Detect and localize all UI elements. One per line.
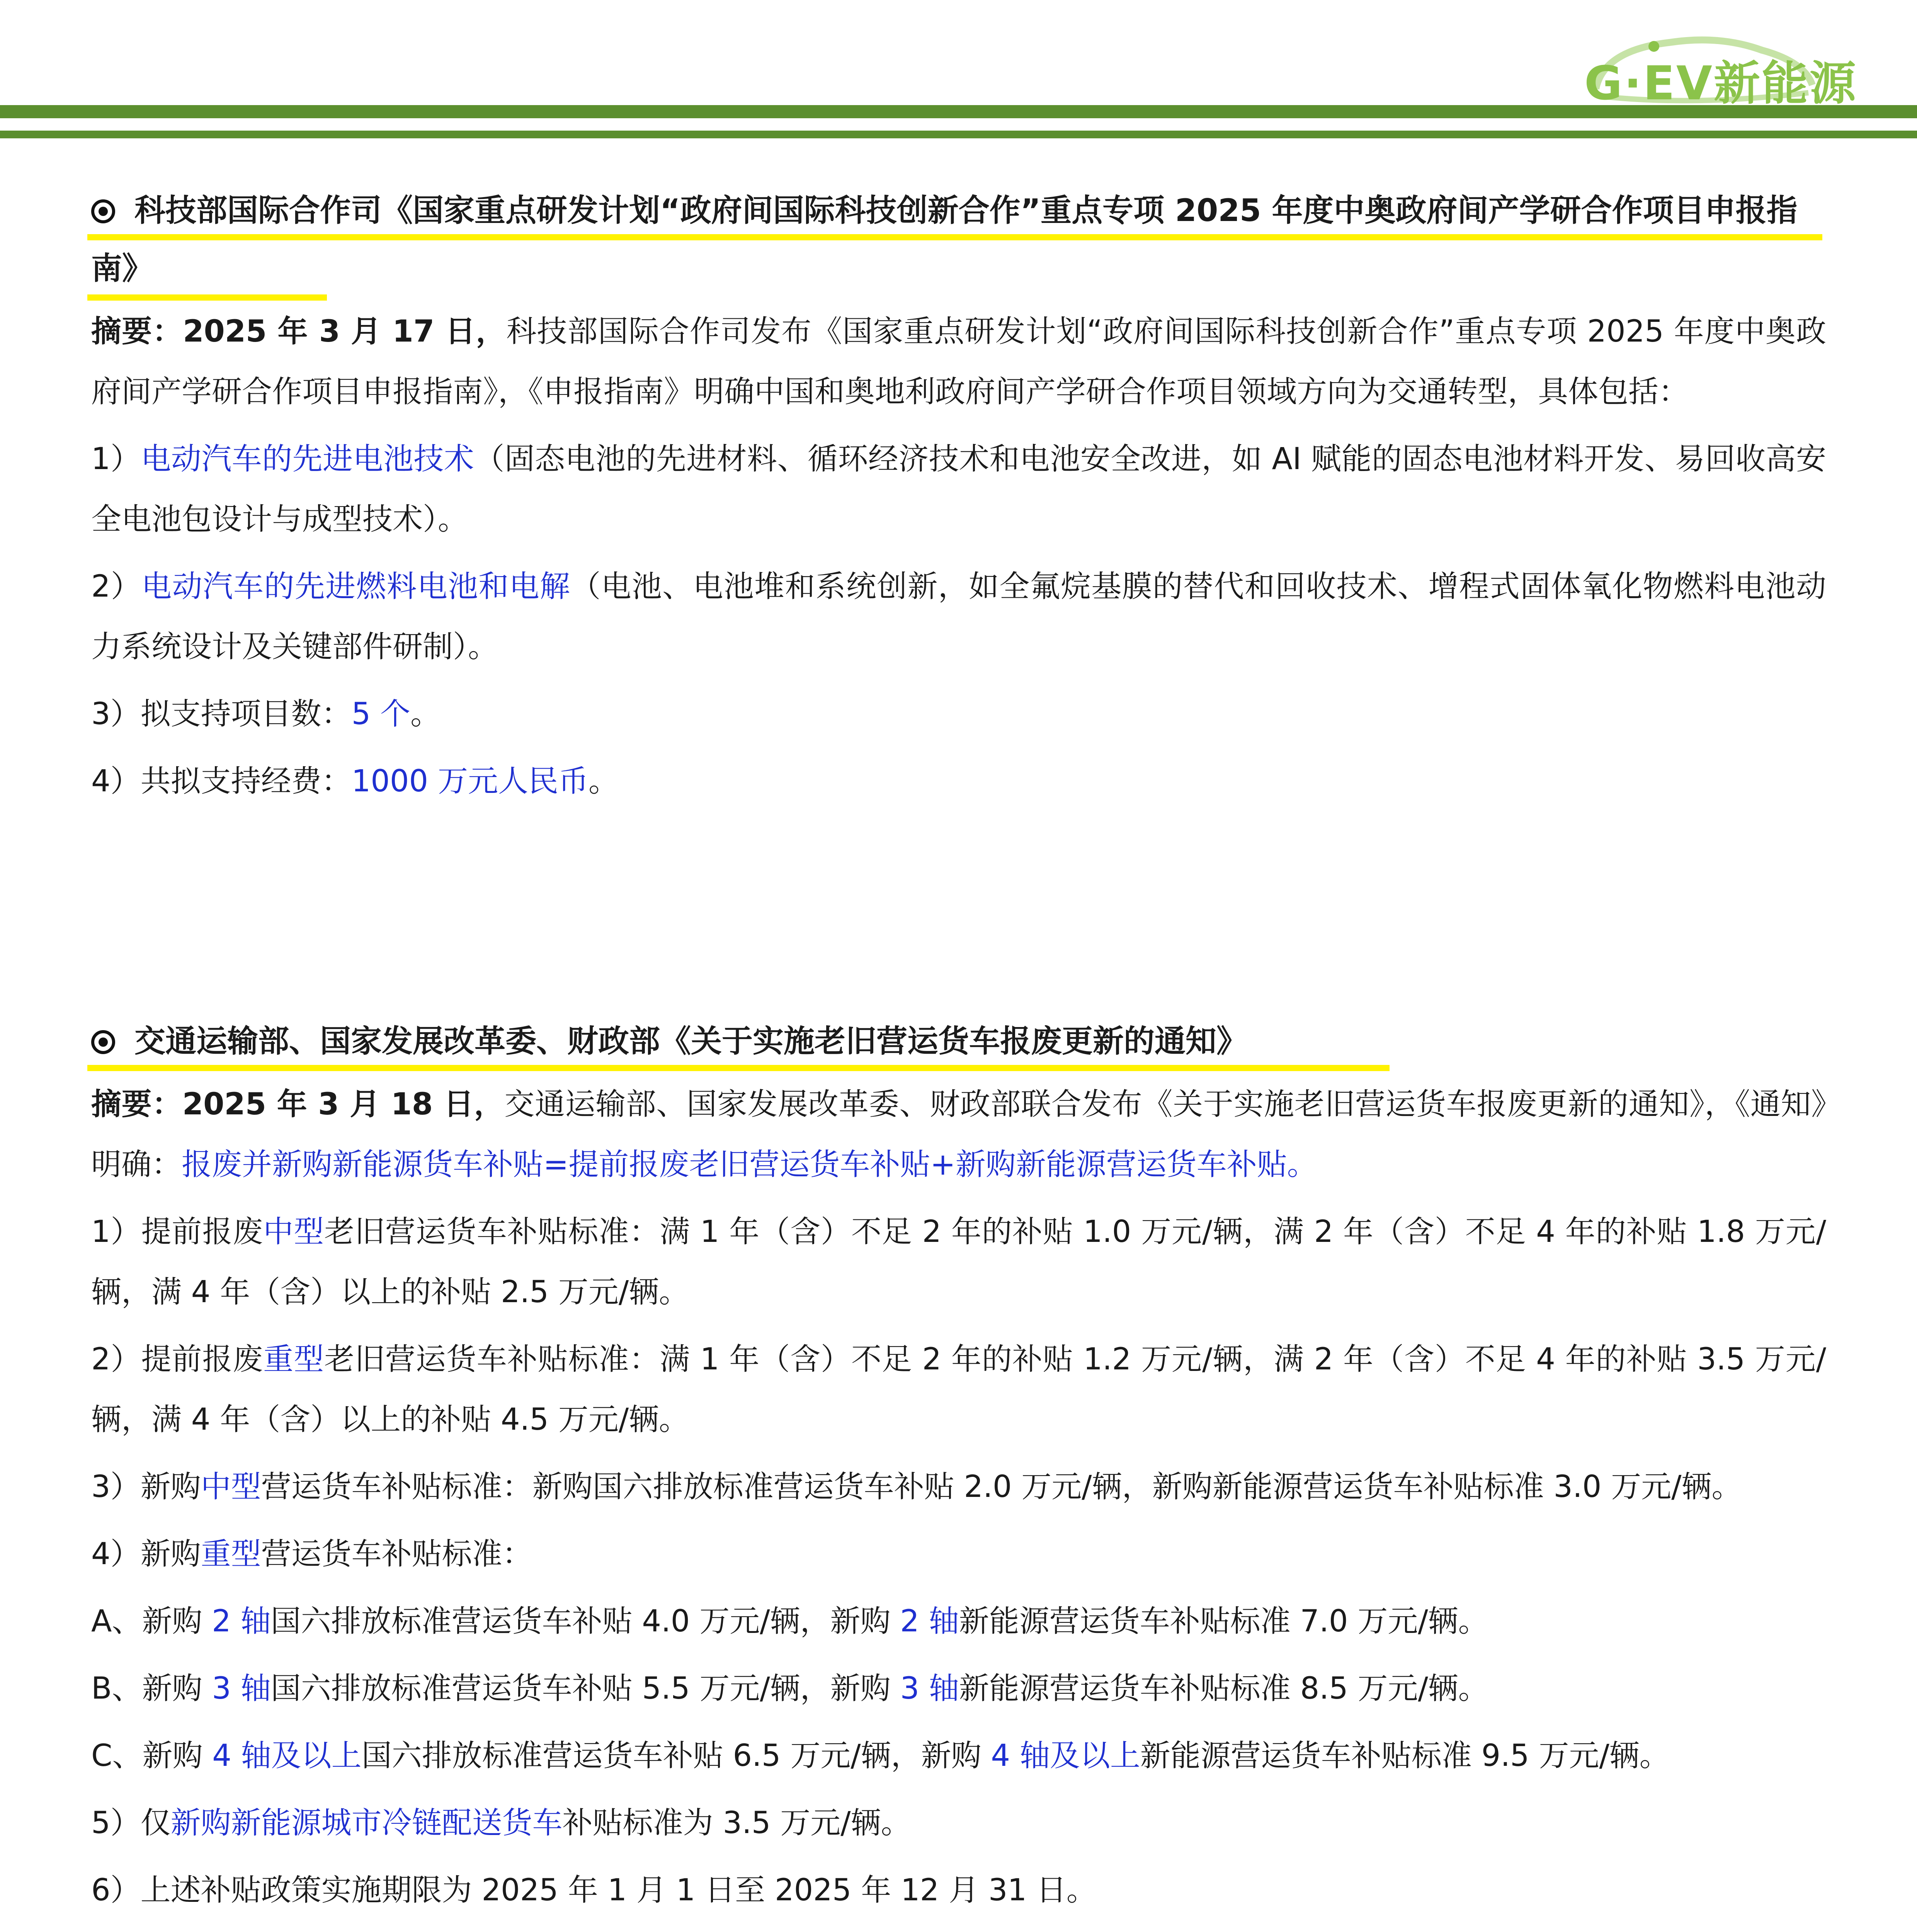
summary: 摘要：2025 年 3 月 17 日，科技部国际合作司发布《国家重点研发计划“政府间国际科技创新合作”重点专项 2025 年度中奥政府间产学研合作项目申报指南》，《申报指南》明确中国和奥地利政府间产学研合作项目领域方向为交通转型，具体包括： xyxy=(91,314,1826,409)
summary: 摘要：2025 年 3 月 18 日，交通运输部、国家发展改革委、财政部联合发布《关于实施老旧营运货车报废更新的通知》，《通知》明确：报废并新购新能源货车补贴=提前报废老旧营运货车补贴+新购新能源营运货车补贴。 xyxy=(91,1087,1826,1182)
list-item: 2）电动汽车的先进燃料电池和电解（电池、电池堆和系统创新，如全氟烷基膜的替代和回收技术、增程式固体氧化物燃料电池动力系统设计及关键部件研制）。 xyxy=(91,569,1826,664)
radio-bullet-icon xyxy=(91,199,115,223)
list-item: 5）仅新购新能源城市冷链配送货车补贴标准为 3.5 万元/辆。 xyxy=(91,1806,911,1840)
list-item: 1）提前报废中型老旧营运货车补贴标准：满 1 年（含）不足 2 年的补贴 1.0 万元/辆，满 2 年（含）不足 4 年的补贴 1.8 万元/辆，满 4 年（含）以上的补贴 2.5 万元/辆。 xyxy=(91,1214,1826,1310)
list-item: 6）上述补贴政策实施期限为 2025 年 1 月 1 日至 2025 年 12 月 31 日。 xyxy=(91,1873,1097,1908)
list-item: 2）提前报废重型老旧营运货车补贴标准：满 1 年（含）不足 2 年的补贴 1.2 万元/辆，满 2 年（含）不足 4 年的补贴 3.5 万元/辆，满 4 年（含）以上的补贴 4.5 万元/辆。 xyxy=(91,1342,1826,1437)
list-item: A、新购 2 轴国六排放标准营运货车补贴 4.0 万元/辆，新购 2 轴新能源营运货车补贴标准 7.0 万元/辆。 xyxy=(91,1604,1488,1639)
section-title: 交通运输部、国家发展改革委、财政部《关于实施老旧营运货车报废更新的通知》 xyxy=(91,1012,1826,1070)
section-title: 科技部国际合作司《国家重点研发计划“政府间国际科技创新合作”重点专项 2025 年度中奥政府间产学研合作项目申报指南》 xyxy=(91,192,1798,286)
header-rule-bottom xyxy=(0,131,1917,138)
list-item: 3）拟支持项目数：5 个。 xyxy=(91,697,441,731)
list-item: C、新购 4 轴及以上国六排放标准营运货车补贴 6.5 万元/辆，新购 4 轴及以上新能源营运货车补贴标准 9.5 万元/辆。 xyxy=(91,1738,1670,1773)
list-item: 1）电动汽车的先进电池技术（固态电池的先进材料、循环经济技术和电池安全改进，如 AI 赋能的固态电池材料开发、易回收高安全电池包设计与成型技术）。 xyxy=(91,442,1826,537)
list-item: 3）新购中型营运货车补贴标准：新购国六排放标准营运货车补贴 2.0 万元/辆，新购新能源营运货车补贴标准 3.0 万元/辆。 xyxy=(91,1469,1742,1504)
logo-text: G·EV新能源 xyxy=(1584,57,1857,111)
list-item: 4）新购重型营运货车补贴标准： xyxy=(91,1537,532,1571)
list-item: B、新购 3 轴国六排放标准营运货车补贴 5.5 万元/辆，新购 3 轴新能源营运货车补贴标准 8.5 万元/辆。 xyxy=(91,1671,1488,1706)
radio-bullet-icon xyxy=(91,1030,115,1054)
section-1 xyxy=(91,182,1826,811)
section-2 xyxy=(91,1012,1826,1920)
list-item: 4）共拟支持经费：1000 万元人民币。 xyxy=(91,764,619,799)
